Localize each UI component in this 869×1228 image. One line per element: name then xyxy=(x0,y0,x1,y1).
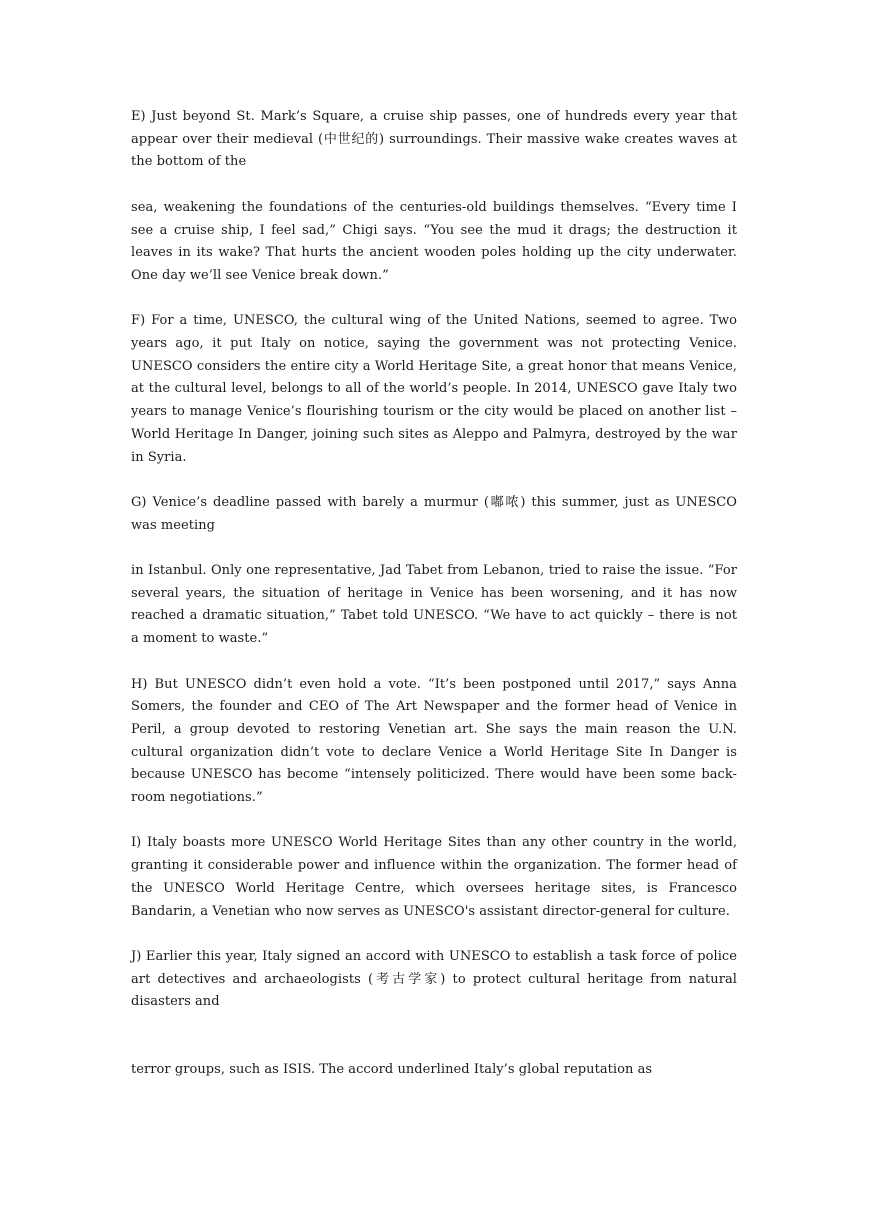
paragraph-g-part-1: G) Venice’s deadline passed with barely a murmur (嘟哝) this summer, just as UNESCO was meeting xyxy=(131,494,737,533)
paragraph-gap xyxy=(131,651,737,674)
paragraph-g-part-2: in Istanbul. Only one representative, Jad Tabet from Lebanon, tried to raise the issue. “For several years, the situation of heritage in Venice has been worsening, and it has now reached a dramatic situation,” Tabet told UNESCO. “We have to act quickly – there is not a moment to waste.” xyxy=(131,563,737,647)
paragraph-i: I) Italy boasts more UNESCO World Heritage Sites than any other country in the world, granting it considerable power and influence within the organization. The former head of the UNESCO World Heritage Centre, which oversees heritage sites, is Francesco Bandarin, a Venetian who now serves as UNESCO's assistant director-general for culture. xyxy=(131,835,737,919)
paragraph-e-part-2: sea, weakening the foundations of the centuries-old buildings themselves. “Every time I see a cruise ship, I feel sad,” Chigi says. “You see the mud it drags; the destruction it leaves in its wake? That hurts the ancient wooden poles holding up the city underwater. One day we’ll see Venice break down.” xyxy=(131,199,737,283)
document-page xyxy=(131,106,737,1082)
paragraph-gap xyxy=(131,469,737,492)
paragraph-j-part-1: J) Earlier this year, Italy signed an accord with UNESCO to establish a task force of police art detectives and archaeologists (考古学家) to protect cultural heritage from natural disasters and xyxy=(131,948,737,1010)
paragraph-gap xyxy=(131,810,737,833)
paragraph-f: F) For a time, UNESCO, the cultural wing of the United Nations, seemed to agree. Two years ago, it put Italy on notice, saying the government was not protecting Venice. UNESCO considers the entire city a World Heritage Site, a great honor that means Venice, at the cultural level, belongs to all of the world’s people. In 2014, UNESCO gave Italy two years to manage Venice’s flourishing tourism or the city would be placed on another list – World Heritage In Danger, joining such sites as Aleppo and Palmyra, destroyed by the war in Syria. xyxy=(131,313,737,465)
paragraph-h: H) But UNESCO didn’t even hold a vote. “It’s been postponed until 2017,” says Anna Somers, the founder and CEO of The Art Newspaper and the former head of Venice in Peril, a group devoted to restoring Venetian art. She says the main reason the U.N. cultural organization didn’t vote to declare Venice a World Heritage Site In Danger is because UNESCO has become “intensely politicized. There would have been some back-room negotiations.” xyxy=(131,676,737,806)
paragraph-gap xyxy=(131,923,737,946)
paragraph-gap xyxy=(131,288,737,311)
paragraph-gap xyxy=(131,174,737,197)
paragraph-e-part-1: E) Just beyond St. Mark’s Square, a cruise ship passes, one of hundreds every year that appear over their medieval (中世纪的) surroundings. Their massive wake creates waves at the bottom of the xyxy=(131,109,737,170)
paragraph-j-part-2: terror groups, such as ISIS. The accord underlined Italy’s global reputation as xyxy=(131,1062,653,1078)
paragraph-gap xyxy=(131,1014,737,1059)
paragraph-gap xyxy=(131,537,737,560)
